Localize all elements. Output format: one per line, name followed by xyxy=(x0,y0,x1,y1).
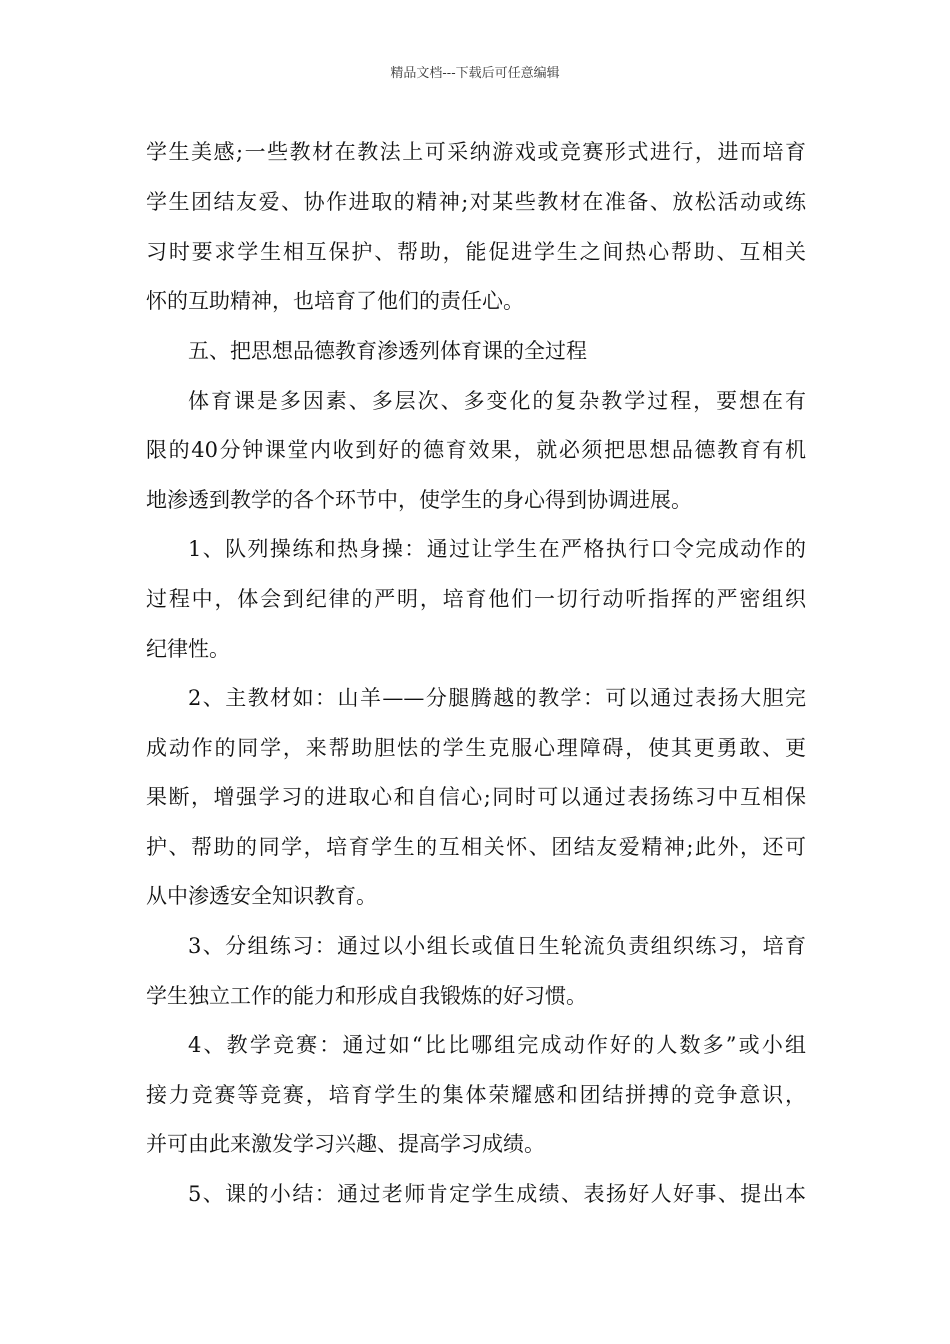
text-line: 习时要求学生相互保护、帮助，能促进学生之间热心帮助、互相关 xyxy=(146,240,806,264)
text-line: 学生美感;一些教材在教法上可采纳游戏或竞赛形式进行，进而培育 xyxy=(146,140,806,164)
text-line: 地渗透到教学的各个环节中，使学生的身心得到协调进展。 xyxy=(146,488,692,512)
text-line: 怀的互助精神，也培育了他们的责任心。 xyxy=(146,289,524,313)
text-line: 成动作的同学，来帮助胆怯的学生克服心理障碍，使其更勇敢、更 xyxy=(146,736,806,760)
text-line: 4、教学竞赛：通过如“比比哪组完成动作好的人数多”或小组 xyxy=(188,1033,806,1057)
text-line: 并可由此来激发学习兴趣、提高学习成绩。 xyxy=(146,1132,545,1156)
text-line: 果断，增强学习的进取心和自信心;同时可以通过表扬练习中互相保 xyxy=(146,785,806,809)
text-line: 2、主教材如：山羊——分腿腾越的教学：可以通过表扬大胆完 xyxy=(188,686,806,710)
text-line: 5、课的小结：通过老师肯定学生成绩、表扬好人好事、提出本 xyxy=(188,1182,806,1206)
text-line: 体育课是多因素、多层次、多变化的复杂教学过程，要想在有 xyxy=(188,389,806,413)
text-line: 1、队列操练和热身操：通过让学生在严格执行口令完成动作的 xyxy=(188,537,806,561)
text-line: 护、帮助的同学，培育学生的互相关怀、团结友爱精神;此外，还可 xyxy=(146,835,806,859)
text-line: 从中渗透安全知识教育。 xyxy=(146,884,377,908)
text-line: 限的40分钟课堂内收到好的德育效果，就必须把思想品德教育有机 xyxy=(146,438,806,462)
document-header: 精品文档---下载后可任意编辑 xyxy=(390,66,560,81)
text-line: 接力竞赛等竞赛，培育学生的集体荣耀感和团结拼搏的竞争意识， xyxy=(146,1083,806,1107)
section-heading: 五、把思想品德教育渗透列体育课的全过程 xyxy=(188,339,587,363)
text-line: 纪律性。 xyxy=(146,637,230,661)
text-line: 3、分组练习：通过以小组长或值日生轮流负责组织练习，培育 xyxy=(188,934,806,958)
text-line: 学生独立工作的能力和形成自我锻炼的好习惯。 xyxy=(146,984,587,1008)
text-line: 过程中，体会到纪律的严明，培育他们一切行动听指挥的严密组织 xyxy=(146,587,806,611)
text-line: 学生团结友爱、协作进取的精神;对某些教材在准备、放松活动或练 xyxy=(146,190,806,214)
